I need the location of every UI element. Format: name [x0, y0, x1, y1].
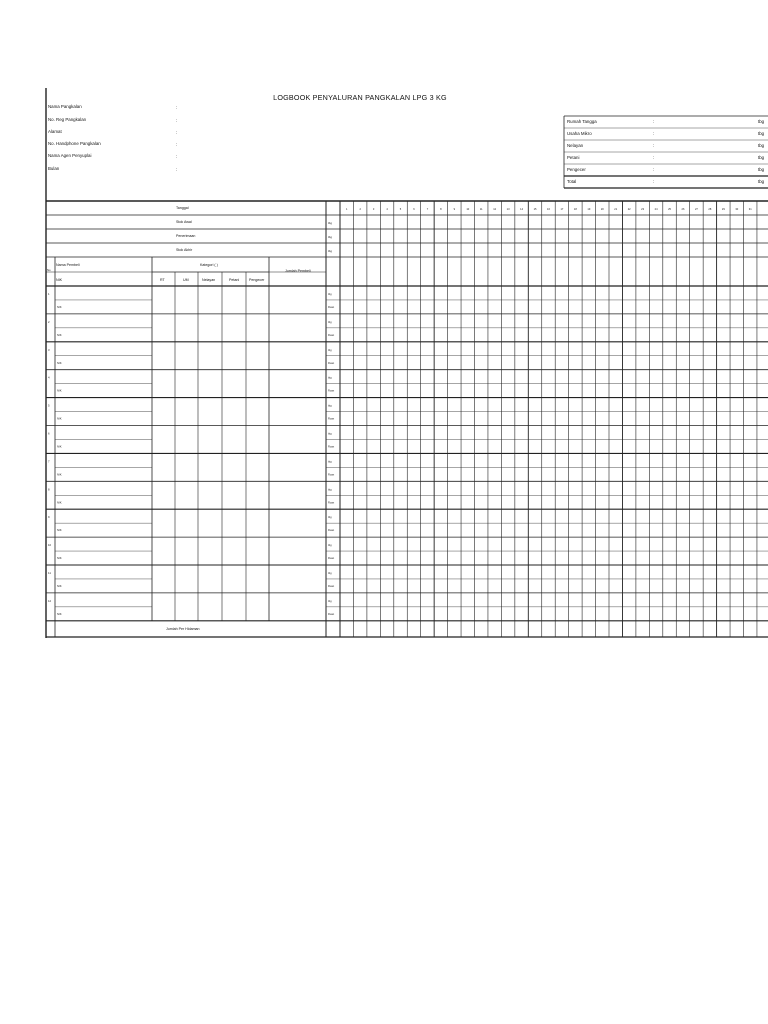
day-number: 20	[600, 208, 604, 211]
row-number: 5	[48, 403, 50, 408]
category-colon: :	[653, 167, 655, 172]
category-unit: tbg	[758, 119, 765, 124]
row-nik-label: NIK	[57, 500, 62, 505]
top-row-unit: tbg	[328, 235, 332, 239]
row-nik-label: NIK	[57, 304, 62, 309]
header-kategori-col: Pengecer	[249, 278, 265, 282]
row-tag-top: tbg	[328, 599, 332, 603]
info-label: No. Handphone Pangkalan	[48, 141, 101, 146]
row-nik-label: NIK	[57, 444, 62, 449]
category-unit: tbg	[758, 155, 765, 160]
row-tag-top: tbg	[328, 348, 332, 352]
row-nik-label: NIK	[57, 332, 62, 337]
row-tag-bottom: Ruan	[328, 612, 335, 616]
header-kategori-col: UM	[183, 278, 189, 282]
top-row-label: Tanggal	[176, 206, 189, 210]
header-no: No	[47, 268, 51, 272]
category-row	[564, 152, 768, 164]
day-number: 11	[479, 208, 483, 211]
info-label: Alamat	[48, 129, 62, 134]
day-number: 28	[708, 208, 712, 211]
info-label: No. Reg Pangkalan	[48, 117, 87, 122]
category-label: Usaha Mikro	[567, 131, 592, 136]
row-tag-bottom: Ruan	[328, 417, 335, 421]
header-kategori: Kategori ( )	[200, 263, 218, 267]
footer-label: Jumlah Per Hidaman	[166, 627, 200, 631]
info-colon: :	[176, 118, 178, 123]
row-tag-top: tbg	[328, 432, 332, 436]
info-row	[48, 117, 178, 125]
day-number: 17	[560, 208, 564, 211]
info-row	[48, 129, 178, 137]
day-number: 24	[654, 208, 658, 211]
day-number: 1	[345, 208, 348, 211]
category-colon: :	[653, 155, 655, 160]
row-tag-top: tbg	[328, 320, 332, 324]
category-colon: :	[653, 179, 655, 184]
info-colon: :	[176, 167, 178, 172]
day-number: 25	[668, 208, 671, 211]
info-label: Nama Agen Penyuplai	[48, 153, 92, 158]
info-colon: :	[176, 105, 178, 110]
header-kategori-col: Nelayan	[202, 278, 216, 282]
row-tag-bottom: Ruan	[328, 305, 335, 309]
row-tag-top: tbg	[328, 293, 332, 296]
row-tag-bottom: Ruan	[328, 473, 335, 477]
row-nik-label: NIK	[57, 472, 62, 477]
category-unit: tbg	[758, 143, 765, 148]
day-number: 26	[681, 208, 685, 211]
info-colon: :	[176, 142, 178, 147]
row-nik-label: NIK	[57, 611, 62, 616]
category-label: Total	[567, 179, 577, 184]
header-jumlah-pembeli: Jumlah Pembeli	[285, 269, 311, 273]
category-row-total	[564, 176, 768, 188]
info-row	[48, 166, 178, 174]
day-number: 16	[547, 208, 550, 211]
day-number: 15	[533, 208, 537, 211]
category-colon: :	[653, 131, 655, 136]
row-number: 2	[48, 319, 50, 324]
day-number: 2	[359, 208, 361, 211]
category-label: Nelayan	[567, 143, 584, 148]
day-number: 5	[399, 208, 402, 211]
page-title: LOGBOOK PENYALURAN PANGKALAN LPG 3 KG	[273, 93, 447, 102]
info-row	[48, 153, 178, 161]
row-tag-bottom: Ruan	[328, 333, 335, 337]
category-unit: tbg	[758, 179, 765, 184]
top-row-unit: tbg	[328, 221, 332, 225]
day-number: 22	[627, 208, 631, 211]
row-tag-top: tbg	[328, 516, 332, 520]
day-number: 27	[694, 208, 698, 211]
row-tag-bottom: Ruan	[328, 389, 335, 393]
category-label: Rumah Tangga	[567, 119, 597, 124]
day-number: 19	[587, 208, 591, 211]
category-row	[564, 116, 768, 128]
header-kategori-col: RT	[160, 278, 165, 282]
day-number: 12	[493, 208, 497, 211]
row-tag-bottom: Ruan	[328, 501, 335, 505]
row-number: 8	[48, 487, 50, 492]
category-colon: :	[653, 119, 655, 124]
row-tag-bottom: Ruan	[328, 445, 335, 449]
info-colon: :	[176, 154, 178, 159]
category-row	[564, 128, 768, 140]
day-number: 21	[614, 208, 618, 211]
row-tag-bottom: Ruan	[328, 361, 335, 365]
category-unit: tbg	[758, 131, 765, 136]
day-number: 6	[413, 208, 415, 211]
day-number: 9	[453, 208, 456, 211]
row-tag-top: tbg	[328, 544, 332, 548]
row-nik-label: NIK	[57, 388, 62, 393]
row-tag-bottom: Ruan	[328, 529, 335, 533]
day-number: 29	[721, 208, 725, 211]
header-nama-pembeli: Nama Pembeli	[56, 263, 80, 267]
row-tag-bottom: Ruan	[328, 557, 335, 561]
category-row	[564, 164, 768, 176]
row-tag-top: tbg	[328, 460, 332, 464]
category-unit: tbg	[758, 167, 765, 172]
row-number: 6	[48, 431, 50, 436]
row-number: 9	[48, 515, 50, 520]
top-row-label: Stok Awal	[176, 220, 192, 224]
day-number: 18	[573, 208, 577, 211]
category-row	[564, 140, 768, 152]
day-number: 4	[386, 208, 388, 211]
row-nik-label: NIK	[57, 556, 62, 561]
row-tag-top: tbg	[328, 376, 332, 380]
day-number: 10	[466, 208, 470, 211]
top-row-label: Stok Akhir	[176, 248, 193, 252]
info-colon: :	[176, 130, 178, 135]
category-label: Pengecer	[567, 167, 586, 172]
info-label: Bulan	[48, 166, 60, 171]
day-number: 30	[735, 208, 739, 211]
row-tag-top: tbg	[328, 404, 332, 408]
day-number: 31	[748, 208, 752, 211]
day-number: 13	[506, 208, 510, 211]
info-label: Nama Pangkalan	[48, 104, 82, 109]
category-summary	[564, 116, 768, 188]
day-number: 14	[520, 208, 524, 211]
day-number: 8	[440, 208, 442, 211]
top-row-unit: tbg	[328, 249, 332, 253]
category-label: Petani	[567, 155, 580, 160]
category-colon: :	[653, 143, 655, 148]
row-number: 11	[48, 571, 51, 575]
row-number: 1	[48, 292, 50, 296]
row-number: 4	[48, 375, 50, 380]
row-nik-label: NIK	[57, 528, 62, 533]
row-nik-label: NIK	[57, 583, 62, 588]
header-kategori-col: Petani	[229, 278, 240, 282]
header-nik: NIK	[56, 278, 62, 282]
grid-labels	[48, 207, 752, 616]
row-tag-top: tbg	[328, 572, 332, 575]
row-number: 3	[48, 347, 50, 352]
row-number: 12	[48, 598, 52, 603]
day-number: 7	[426, 208, 429, 211]
row-tag-bottom: Ruan	[328, 584, 335, 588]
row-number: 7	[48, 459, 50, 464]
day-number: 3	[372, 208, 375, 211]
info-row	[48, 141, 178, 149]
row-tag-top: tbg	[328, 488, 332, 492]
row-number: 10	[48, 543, 52, 548]
row-nik-label: NIK	[57, 360, 62, 365]
top-row-label: Penerimaan	[176, 234, 196, 238]
info-row	[48, 104, 178, 112]
day-number: 23	[641, 208, 645, 211]
row-nik-label: NIK	[57, 416, 62, 421]
